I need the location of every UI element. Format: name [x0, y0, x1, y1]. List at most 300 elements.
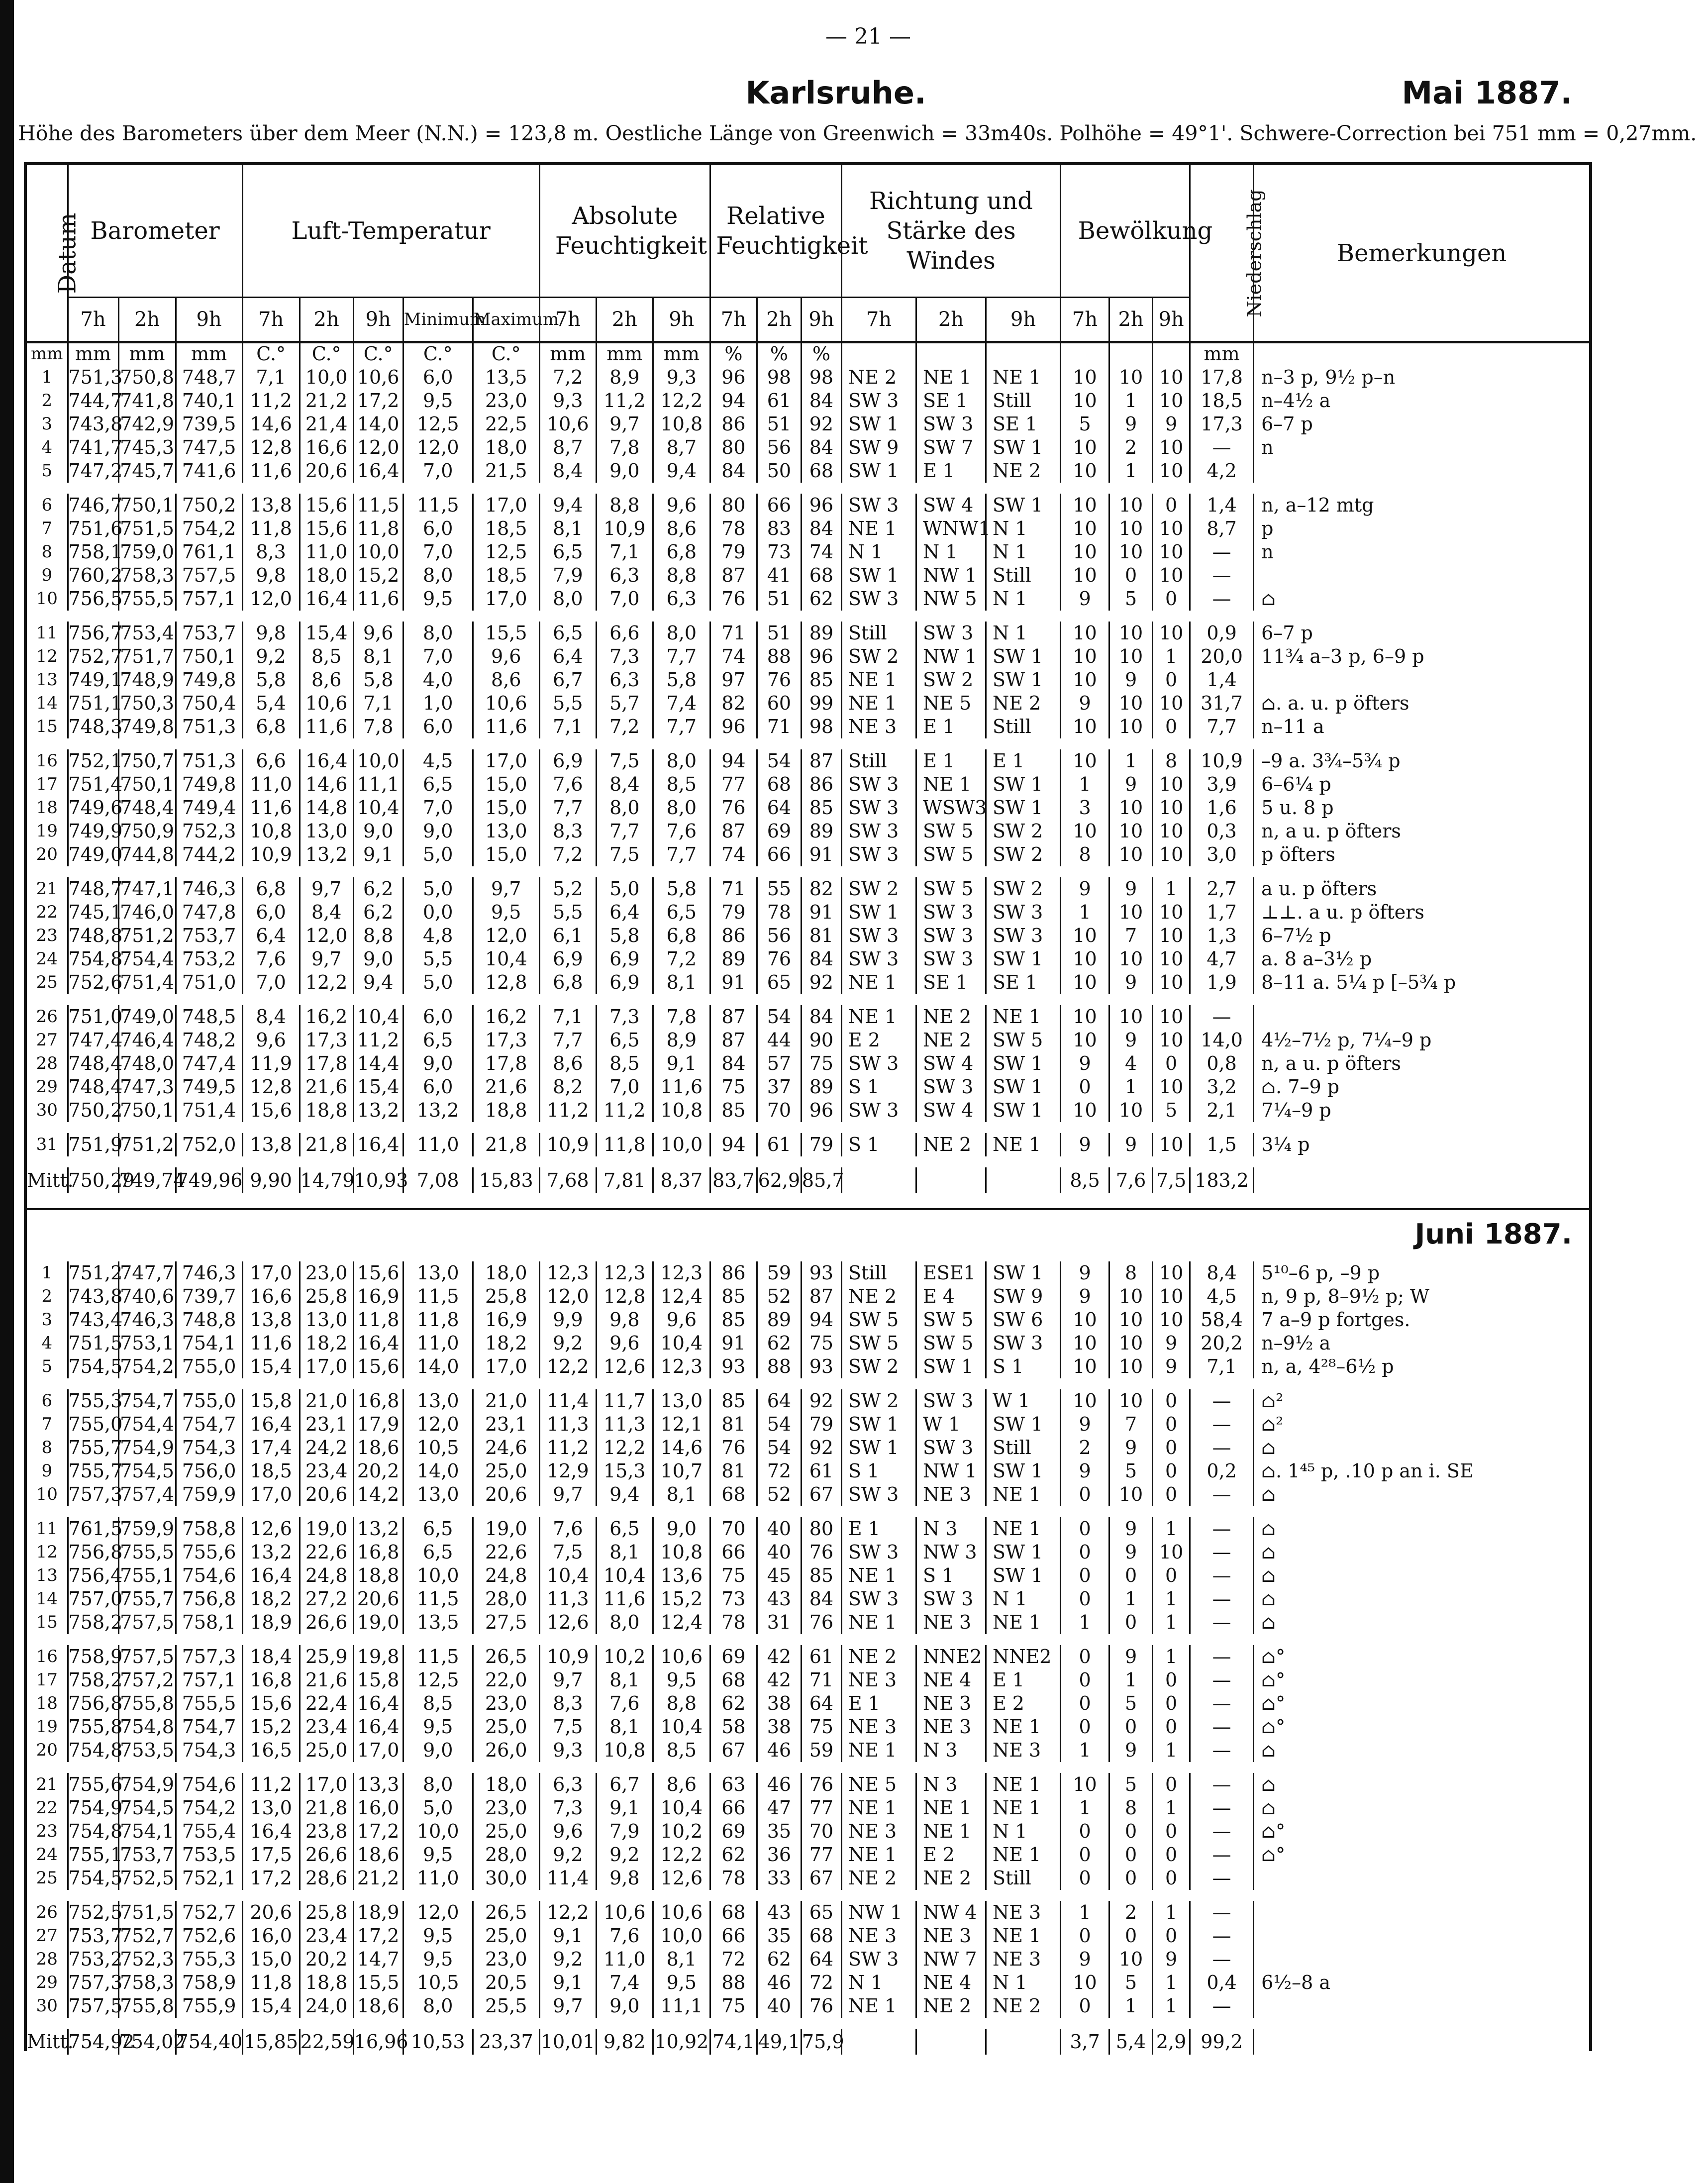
- cell: 25,0: [473, 1820, 539, 1843]
- cell: SW 2: [841, 645, 916, 668]
- table-row: [27, 1971, 1589, 1994]
- cell: 0: [1061, 1820, 1109, 1843]
- cell: 80: [801, 1512, 841, 1541]
- cell: 751,9: [68, 1128, 118, 1162]
- cell: 25,9: [300, 1640, 353, 1668]
- cell: 6,5: [539, 616, 596, 645]
- cell: 10: [1061, 459, 1109, 488]
- cell: 87: [801, 744, 841, 773]
- cell: 4,5: [1190, 1285, 1254, 1308]
- cell: NW 1: [841, 1895, 916, 1924]
- cell: 7,1: [539, 1000, 596, 1029]
- cell: SW 1: [986, 773, 1060, 796]
- cell: 9,7: [539, 1483, 596, 1512]
- cell: 64: [801, 1692, 841, 1715]
- cell: 9,8: [596, 1867, 653, 1895]
- cell: 20,0: [1190, 645, 1254, 668]
- table-row: [27, 692, 1589, 715]
- cell: 750,1: [118, 488, 176, 517]
- cell: 23,37: [473, 2023, 539, 2055]
- cell: 15,5: [473, 616, 539, 645]
- mean-row: [27, 1162, 1589, 1193]
- cell: 7,9: [539, 564, 596, 587]
- cell: 10: [1061, 1971, 1109, 1994]
- cell: 17,3: [473, 1029, 539, 1052]
- cell: 6,0: [403, 517, 473, 540]
- cell: 11,3: [539, 1413, 596, 1436]
- cell: 0: [1061, 1843, 1109, 1867]
- cell: 15,6: [353, 1355, 403, 1384]
- cell: 37: [757, 1075, 801, 1099]
- cell: SW 2: [986, 820, 1060, 843]
- col-bew-2h: 2h: [1109, 298, 1153, 342]
- cell: 0: [1153, 1436, 1190, 1459]
- cell: 15,4: [353, 1075, 403, 1099]
- cell: 38: [757, 1715, 801, 1739]
- cell: 4: [27, 436, 68, 459]
- cell: 8,1: [596, 1541, 653, 1564]
- cell: a u. p öfters: [1254, 872, 1589, 901]
- table-row: [27, 1796, 1589, 1820]
- cell: 3¼ p: [1254, 1128, 1589, 1162]
- cell: Mitt.: [27, 1162, 68, 1193]
- cell: 75: [710, 1994, 757, 2023]
- cell: 8,8: [653, 564, 710, 587]
- cell: 6–7½ p: [1261, 925, 1331, 946]
- cell: 8,7: [539, 436, 596, 459]
- cell: 52: [757, 1483, 801, 1512]
- cell: E 1: [841, 1692, 916, 1715]
- cell: 77: [801, 1796, 841, 1820]
- cell: 751,7: [118, 645, 176, 668]
- cell: NW 1: [916, 645, 986, 668]
- cell: SW 1: [986, 1541, 1060, 1564]
- cell: 86: [710, 413, 757, 436]
- cell: SW 1: [986, 1052, 1060, 1075]
- cell: 20,2: [300, 1948, 353, 1971]
- cell: 17: [27, 1668, 68, 1692]
- cell: 10: [1153, 820, 1190, 843]
- cell: —: [1190, 564, 1254, 587]
- cell: 5,0: [596, 872, 653, 901]
- cell: 9,5: [473, 901, 539, 924]
- cell: 6,3: [596, 668, 653, 692]
- cell: 9,2: [596, 1843, 653, 1867]
- cell: SW 1: [916, 1355, 986, 1384]
- col-temp-7h: 7h: [242, 298, 300, 342]
- table-row: [27, 1611, 1589, 1640]
- cell: NE 1: [841, 692, 916, 715]
- cell: 98: [801, 715, 841, 744]
- cell: 11,5: [403, 1640, 473, 1668]
- cell: 755,5: [176, 1692, 242, 1715]
- cell: 67: [710, 1739, 757, 1767]
- cell: 7,68: [539, 1162, 596, 1193]
- cell: 7,08: [403, 1162, 473, 1193]
- table-row: [27, 1867, 1589, 1895]
- table-row: [27, 715, 1589, 744]
- cell: 11,0: [403, 1332, 473, 1355]
- cell: 6,9: [596, 947, 653, 971]
- cell: [1254, 1924, 1589, 1948]
- cell: 758,1: [68, 541, 123, 563]
- cell: NE 3: [986, 1739, 1060, 1767]
- cell: 19,0: [473, 1512, 539, 1541]
- table-row: [27, 587, 1589, 616]
- cell: 9: [1061, 1459, 1109, 1483]
- cell: 7,6: [539, 1512, 596, 1541]
- cell: 748,3: [68, 715, 118, 744]
- cell: NE 2: [841, 1285, 916, 1308]
- cell: 7,6: [1109, 1162, 1153, 1193]
- cell: 5,5: [539, 901, 596, 924]
- cell: SW 1: [986, 645, 1060, 668]
- cell: 11,6: [473, 715, 539, 744]
- col-temp-9h: 9h: [353, 298, 403, 342]
- month-heading-may: Mai 1887.: [1402, 75, 1572, 111]
- cell: 745,1: [68, 901, 123, 923]
- cell: 7,1: [596, 540, 653, 564]
- cell: 15,4: [242, 1994, 300, 2023]
- cell: 78: [710, 1867, 757, 1895]
- cell: 754,92: [68, 2023, 118, 2055]
- cell: 755,7: [118, 1587, 176, 1611]
- cell: 7,0: [403, 459, 473, 488]
- cell: 54: [757, 1000, 801, 1029]
- cell: 68: [757, 773, 801, 796]
- cell: 12,0: [403, 1895, 473, 1924]
- cell: 3,9: [1190, 773, 1254, 796]
- cell: 10,6: [353, 366, 403, 389]
- table-row: [27, 436, 1589, 459]
- cell: 10: [1153, 1000, 1190, 1029]
- cell: 13: [27, 668, 68, 692]
- cell: 21,5: [473, 459, 539, 488]
- cell: 3: [1061, 796, 1109, 820]
- cell: 5,7: [596, 692, 653, 715]
- cell: 9: [1109, 1640, 1153, 1668]
- cell: 9,7: [473, 872, 539, 901]
- cell: 9,3: [653, 366, 710, 389]
- cell: 0,9: [1190, 616, 1254, 645]
- cell: 9,4: [539, 488, 596, 517]
- cell: 754,7: [176, 1413, 242, 1436]
- cell: 12: [27, 1541, 68, 1564]
- cell: 7,6: [539, 773, 596, 796]
- cell: 6,6: [596, 616, 653, 645]
- cell: 10,6: [300, 692, 353, 715]
- cell: [986, 2023, 1060, 2055]
- cell: 11,6: [242, 459, 300, 488]
- table-row: [27, 1436, 1589, 1459]
- cell: 9,5: [403, 389, 473, 413]
- cell: 0: [1061, 1640, 1109, 1668]
- cell: 15,8: [242, 1384, 300, 1413]
- cell: 12,0: [403, 436, 473, 459]
- cell: 13,6: [653, 1564, 710, 1587]
- cell: 749,4: [176, 796, 242, 820]
- cell: 5,8: [653, 668, 710, 692]
- cell: —: [1190, 1948, 1254, 1971]
- cell: 14,0: [403, 1355, 473, 1384]
- cell: [916, 342, 986, 366]
- cell: 18,4: [242, 1640, 300, 1668]
- cell: 8,4: [539, 459, 596, 488]
- cell: 10: [1061, 564, 1109, 587]
- cell: —: [1190, 1000, 1254, 1029]
- cell: 67: [801, 1867, 841, 1895]
- cell: 7,6: [242, 947, 300, 971]
- cell: n: [1261, 436, 1274, 458]
- cell: 749,9: [68, 820, 123, 842]
- cell: 746,3: [176, 1261, 242, 1285]
- cell: 25,8: [300, 1285, 353, 1308]
- cell: 10: [1109, 820, 1153, 843]
- cell: 7,8: [596, 436, 653, 459]
- cell: 8,9: [653, 1029, 710, 1052]
- cell: 13,0: [300, 1308, 353, 1332]
- cell: SW 2: [916, 668, 986, 692]
- cell: 752,1: [176, 1867, 242, 1895]
- cell: 749,6: [68, 797, 123, 819]
- cell: NE 1: [841, 1843, 916, 1867]
- cell: 17,2: [353, 1820, 403, 1843]
- page-number: — 21 —: [825, 24, 911, 49]
- cell: —: [1190, 587, 1254, 616]
- cell: SW 4: [916, 1052, 986, 1075]
- table-row: [27, 1512, 1589, 1541]
- table-row: [27, 1459, 1589, 1483]
- cell: W 1: [986, 1384, 1060, 1413]
- cell: 753,7: [176, 924, 242, 947]
- cell: [1254, 1162, 1589, 1193]
- cell: [1061, 342, 1109, 366]
- cell: 9,8: [242, 564, 300, 587]
- cell: 10,6: [473, 692, 539, 715]
- cell: 26: [27, 1895, 68, 1924]
- cell: 30,0: [473, 1867, 539, 1895]
- cell: 93: [801, 1261, 841, 1285]
- cell: 10,8: [653, 1541, 710, 1564]
- cell: 11,5: [403, 1587, 473, 1611]
- cell: 10,4: [653, 1332, 710, 1355]
- cell: 69: [757, 820, 801, 843]
- cell: 740,6: [118, 1285, 176, 1308]
- cell: 10: [1153, 517, 1190, 540]
- cell: 18,5: [242, 1459, 300, 1483]
- cell: —: [1190, 1739, 1254, 1767]
- cell: 8,37: [653, 1162, 710, 1193]
- cell: —: [1190, 1483, 1254, 1512]
- cell: ⌂°: [1261, 1692, 1286, 1714]
- cell: NE 1: [841, 1564, 916, 1587]
- cell: 16,8: [353, 1384, 403, 1413]
- cell: 9,0: [403, 1052, 473, 1075]
- cell: 6–6¼ p: [1261, 773, 1331, 795]
- cell: 10: [1153, 1029, 1190, 1052]
- cell: ⌂: [1261, 588, 1276, 610]
- table-row: [27, 1052, 1589, 1075]
- cell: 5: [1109, 1971, 1153, 1994]
- cell: 1: [1153, 1994, 1190, 2023]
- cell: 6,9: [596, 971, 653, 1000]
- cell: 46: [757, 1739, 801, 1767]
- cell: 752,3: [118, 1948, 176, 1971]
- cell: 758,2: [68, 1611, 118, 1640]
- cell: 23,8: [300, 1820, 353, 1843]
- cell: 0: [1153, 1413, 1190, 1436]
- cell: 5: [1109, 1692, 1153, 1715]
- cell: ⌂: [1261, 1564, 1276, 1586]
- cell: n, a u. p öfters: [1261, 1052, 1401, 1074]
- cell: SW 1: [986, 488, 1060, 517]
- cell: 753,1: [118, 1332, 176, 1355]
- cell: 753,5: [118, 1739, 176, 1767]
- cell: NE 3: [916, 1924, 986, 1948]
- cell: SW 1: [986, 796, 1060, 820]
- cell: 11,2: [596, 389, 653, 413]
- cell: 11,8: [596, 1128, 653, 1162]
- cell: 10: [1109, 715, 1153, 744]
- cell: 10: [1153, 947, 1190, 971]
- cell: 15,6: [242, 1099, 300, 1128]
- cell: 21,4: [300, 413, 353, 436]
- cell: 757,5: [118, 1611, 176, 1640]
- cell: SW 2: [841, 872, 916, 901]
- cell: 11,8: [242, 517, 300, 540]
- cell: 11,3: [539, 1587, 596, 1611]
- cell: 7,1: [242, 366, 300, 389]
- cell: 0: [1109, 564, 1153, 587]
- cell: —: [1190, 1541, 1254, 1564]
- cell: 0: [1061, 1668, 1109, 1692]
- cell: NE 3: [841, 1668, 916, 1692]
- cell: 0,4: [1190, 1971, 1254, 1994]
- cell: 7 a–9 p fortges.: [1261, 1309, 1410, 1331]
- cell: 15,83: [473, 1162, 539, 1193]
- cell: 88: [710, 1971, 757, 1994]
- cell: 10: [1061, 540, 1109, 564]
- cell: SW 5: [916, 872, 986, 901]
- cell: 756,8: [176, 1587, 242, 1611]
- cell: 66: [757, 488, 801, 517]
- cell: 747,4: [68, 1029, 123, 1051]
- table-row: [27, 1483, 1589, 1512]
- cell: 9: [1109, 1128, 1153, 1162]
- cell: 92: [801, 1436, 841, 1459]
- cell: 19: [27, 820, 68, 843]
- cell: Still: [986, 389, 1060, 413]
- cell: 9: [1109, 773, 1153, 796]
- cell: 757,2: [118, 1668, 176, 1692]
- header-datum: Datum: [27, 165, 68, 342]
- cell: 17,2: [242, 1867, 300, 1895]
- cell: 87: [801, 1285, 841, 1308]
- cell: 64: [757, 1384, 801, 1413]
- cell: 5: [27, 1355, 68, 1384]
- cell: 62: [801, 587, 841, 616]
- cell: 21,8: [300, 1128, 353, 1162]
- cell: 12,3: [596, 1261, 653, 1285]
- cell: 10: [1153, 1308, 1190, 1332]
- cell: NE 1: [916, 366, 986, 389]
- cell: —: [1190, 1512, 1254, 1541]
- cell: SW 5: [916, 1308, 986, 1332]
- units-row: [27, 342, 1589, 366]
- cell: 11,5: [403, 488, 473, 517]
- cell: 91: [710, 1332, 757, 1355]
- cell: 10: [1153, 1541, 1190, 1564]
- cell: 21,6: [300, 1668, 353, 1692]
- table-row: [27, 1640, 1589, 1668]
- cell: 75: [710, 1564, 757, 1587]
- cell: NE 3: [916, 1611, 986, 1640]
- cell: 12,2: [539, 1895, 596, 1924]
- cell: —: [1190, 1640, 1254, 1668]
- cell: 748,0: [118, 1052, 176, 1075]
- cell: 6,0: [403, 715, 473, 744]
- cell: 12,5: [403, 413, 473, 436]
- table-row: [27, 1384, 1589, 1413]
- cell: 11,6: [300, 715, 353, 744]
- cell: 11,8: [353, 517, 403, 540]
- cell: NE 1: [916, 773, 986, 796]
- cell: 9,1: [539, 1924, 596, 1948]
- cell: 1: [1061, 773, 1109, 796]
- cell: 11,2: [353, 1029, 403, 1052]
- cell: 746,3: [118, 1308, 176, 1332]
- cell: 754,5: [68, 1355, 118, 1384]
- cell: 10: [1153, 843, 1190, 872]
- cell: 7,2: [539, 843, 596, 872]
- cell: SW 5: [841, 1308, 916, 1332]
- cell: 10: [1153, 796, 1190, 820]
- cell: 1: [1153, 872, 1190, 901]
- cell: 89: [710, 947, 757, 971]
- cell: 11,0: [403, 1128, 473, 1162]
- cell: NE 2: [916, 1000, 986, 1029]
- cell: NE 1: [986, 1843, 1060, 1867]
- cell: 7,8: [353, 715, 403, 744]
- cell: 0: [1153, 488, 1190, 517]
- cell: 9,8: [242, 616, 300, 645]
- cell: C.°: [473, 342, 539, 366]
- cell: 50: [757, 459, 801, 488]
- cell: n, a u. p öfters: [1261, 820, 1401, 842]
- cell: 8,1: [653, 1483, 710, 1512]
- cell: 9,7: [300, 947, 353, 971]
- cell: 753,5: [176, 1843, 242, 1867]
- cell: 16,4: [353, 1715, 403, 1739]
- cell: 7,0: [242, 971, 300, 1000]
- table-row: [27, 1541, 1589, 1564]
- cell: 20,6: [300, 459, 353, 488]
- cell: N 1: [841, 1971, 916, 1994]
- cell: 13,8: [242, 1128, 300, 1162]
- cell: 76: [801, 1767, 841, 1796]
- cell: 59: [757, 1261, 801, 1285]
- cell: 8,8: [353, 924, 403, 947]
- cell: 68: [710, 1895, 757, 1924]
- cell: 6,5: [596, 1512, 653, 1541]
- cell: 12,4: [653, 1285, 710, 1308]
- cell: 753,2: [176, 947, 242, 971]
- cell: 40: [757, 1512, 801, 1541]
- cell: 87: [710, 1000, 757, 1029]
- cell: 1: [1153, 1895, 1190, 1924]
- cell: SW 3: [841, 1948, 916, 1971]
- cell: 9: [27, 1459, 68, 1483]
